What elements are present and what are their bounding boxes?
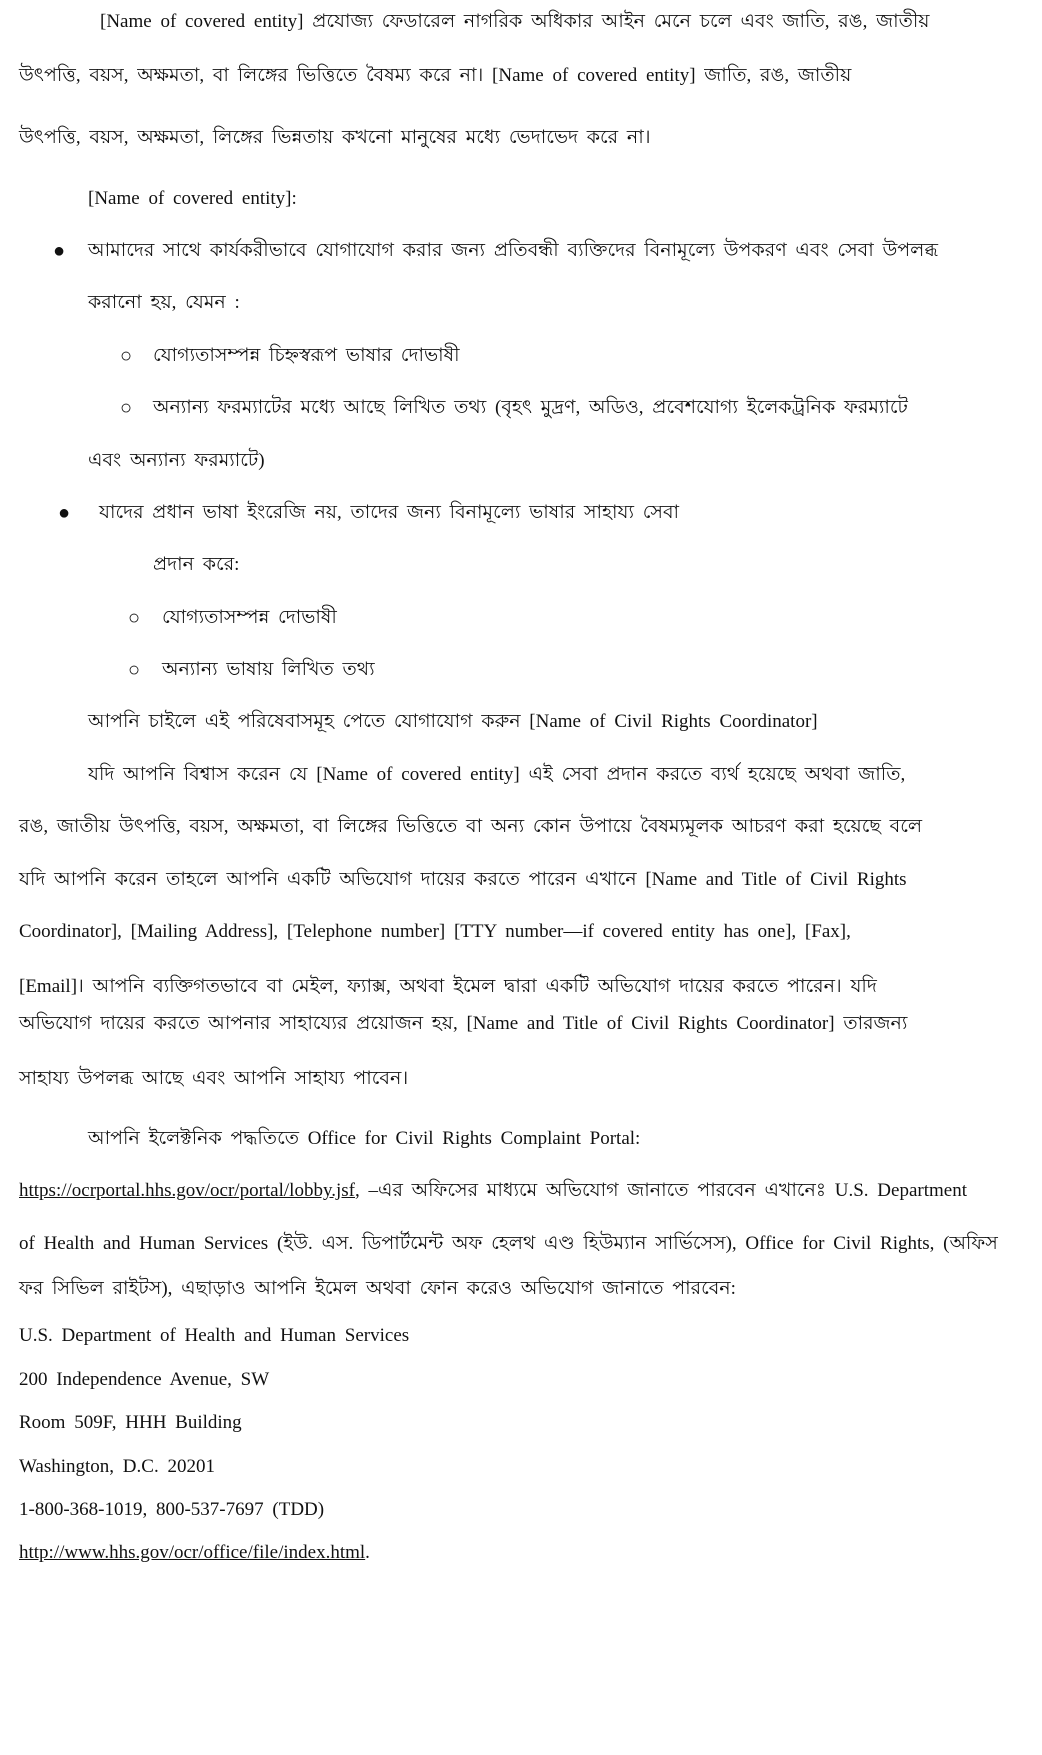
- notice-line: উৎপত্তি, বয়স, অক্ষমতা, লিঙ্গের ভিন্নতায় কখনো মানুষের মধ্যে ভেদাভেদ করে না।: [19, 127, 651, 148]
- portal-line: [19, 1178, 967, 1204]
- bullet-icon: ●: [53, 240, 66, 262]
- file-complaint-link[interactable]: http://www.hhs.gov/ocr/office/file/index.html: [19, 1542, 366, 1563]
- file-link-line: [19, 1540, 370, 1566]
- bullet-text: প্রদান করে:: [153, 554, 240, 575]
- address-line: 200 Independence Avenue, SW: [19, 1369, 270, 1390]
- sub-bullet-icon: ○: [120, 397, 133, 419]
- bullet-text: যাদের প্রধান ভাষা ইংরেজি নয়, তাদের জন্য বিনামূল্যে ভাষার সাহায্য সেবা: [99, 502, 680, 523]
- entity-intro: [Name of covered entity]:: [88, 188, 297, 209]
- portal-intro: আপনি ইলেক্টনিক পদ্ধতিতে Office for Civil Rights Complaint Portal:: [88, 1128, 641, 1149]
- notice-line: রঙ, জাতীয় উৎপত্তি, বয়স, অক্ষমতা, বা লিঙ্গের ভিত্তিতে বা অন্য কোন উপায়ে বৈষম্যমূলক আচরণ করা হয়েছে বলে: [19, 816, 923, 837]
- sub-bullet-text: যোগ্যতাসম্পন্ন দোভাষী: [162, 607, 337, 628]
- bullet-text: আমাদের সাথে কার্যকরীভাবে যোগাযোগ করার জন্য প্রতিবন্ধী ব্যক্তিদের বিনামূল্যে উপকরণ এবং সেবা উপলব্ধ: [88, 240, 938, 261]
- address-line: Room 509F, HHH Building: [19, 1412, 242, 1433]
- notice-line: সাহায্য উপলব্ধ আছে এবং আপনি সাহায্য পাবেন।: [19, 1068, 409, 1089]
- notice-line: [Email]। আপনি ব্যক্তিগতভাবে বা মেইল, ফ্যাক্স, অথবা ইমেল দ্বারা একটি অভিযোগ দায়ের করতে পারেন। যদি: [19, 976, 877, 997]
- phone-line: 1-800-368-1019, 800-537-7697 (TDD): [19, 1499, 325, 1520]
- address-line: Washington, D.C. 20201: [19, 1456, 215, 1477]
- sub-bullet-icon: ○: [120, 345, 133, 367]
- notice-line: অভিযোগ দায়ের করতে আপনার সাহায্যের প্রয়োজন হয়, [Name and Title of Civil Rights Coordinator] তারজন্য: [19, 1013, 908, 1034]
- notice-line: যদি আপনি করেন তাহলে আপনি একটি অভিযোগ দায়ের করতে পারেন এখানে [Name and Title of Civil Rights: [19, 869, 907, 890]
- link-suffix: .: [365, 1542, 370, 1563]
- portal-line-text: , –এর অফিসের মাধ্যমে অভিযোগ জানাতে পারবেন এখানেঃ U.S. Department: [354, 1180, 967, 1201]
- notice-line: যদি আপনি বিশ্বাস করেন যে [Name of covered entity] এই সেবা প্রদান করতে ব্যর্থ হয়েছে অথবা জাতি,: [88, 764, 906, 785]
- notice-line: [Name of covered entity] প্রযোজ্য ফেডারেল নাগরিক অধিকার আইন মেনে চলে এবং জাতি, রঙ, জাতীয়: [100, 11, 930, 32]
- sub-bullet-icon: ○: [128, 659, 141, 681]
- sub-bullet-text: অন্যান্য ফরম্যাটের মধ্যে আছে লিখিত তথ্য (বৃহৎ মুদ্রণ, অডিও, প্রবেশযোগ্য ইলেকট্রনিক ফরম্যাটে: [153, 397, 908, 418]
- notice-line: of Health and Human Services (ইউ. এস. ডিপার্টমেন্ট অফ হেলথ এণ্ড হিউম্যান সার্ভিসেস), Office for Civil Rights, (অফিস: [19, 1233, 998, 1254]
- sub-bullet-text: অন্যান্য ভাষায় লিখিত তথ্য: [162, 659, 375, 680]
- notice-line: Coordinator], [Mailing Address], [Telephone number] [TTY number—if covered entity has one], [Fax],: [19, 921, 851, 942]
- address-line: U.S. Department of Health and Human Services: [19, 1325, 410, 1346]
- bullet-icon: ●: [58, 502, 71, 524]
- bullet-text: করানো হয়, যেমন :: [88, 292, 240, 313]
- notice-line: ফর সিভিল রাইটস), এছাড়াও আপনি ইমেল অথবা ফোন করেও অভিযোগ জানাতে পারবেন:: [19, 1278, 736, 1299]
- portal-link[interactable]: https://ocrportal.hhs.gov/ocr/portal/lobby.jsf: [19, 1180, 355, 1201]
- sub-bullet-icon: ○: [128, 607, 141, 629]
- sub-bullet-text: এবং অন্যান্য ফরম্যাটে): [88, 450, 265, 471]
- contact-line: আপনি চাইলে এই পরিষেবাসমূহ পেতে যোগাযোগ করুন [Name of Civil Rights Coordinator]: [88, 711, 818, 732]
- sub-bullet-text: যোগ্যতাসম্পন্ন চিহ্নস্বরূপ ভাষার দোভাষী: [153, 345, 460, 366]
- notice-line: উৎপত্তি, বয়স, অক্ষমতা, বা লিঙ্গের ভিত্তিতে বৈষম্য করে না। [Name of covered entity] জাতি, রঙ, জাতীয়: [19, 65, 852, 86]
